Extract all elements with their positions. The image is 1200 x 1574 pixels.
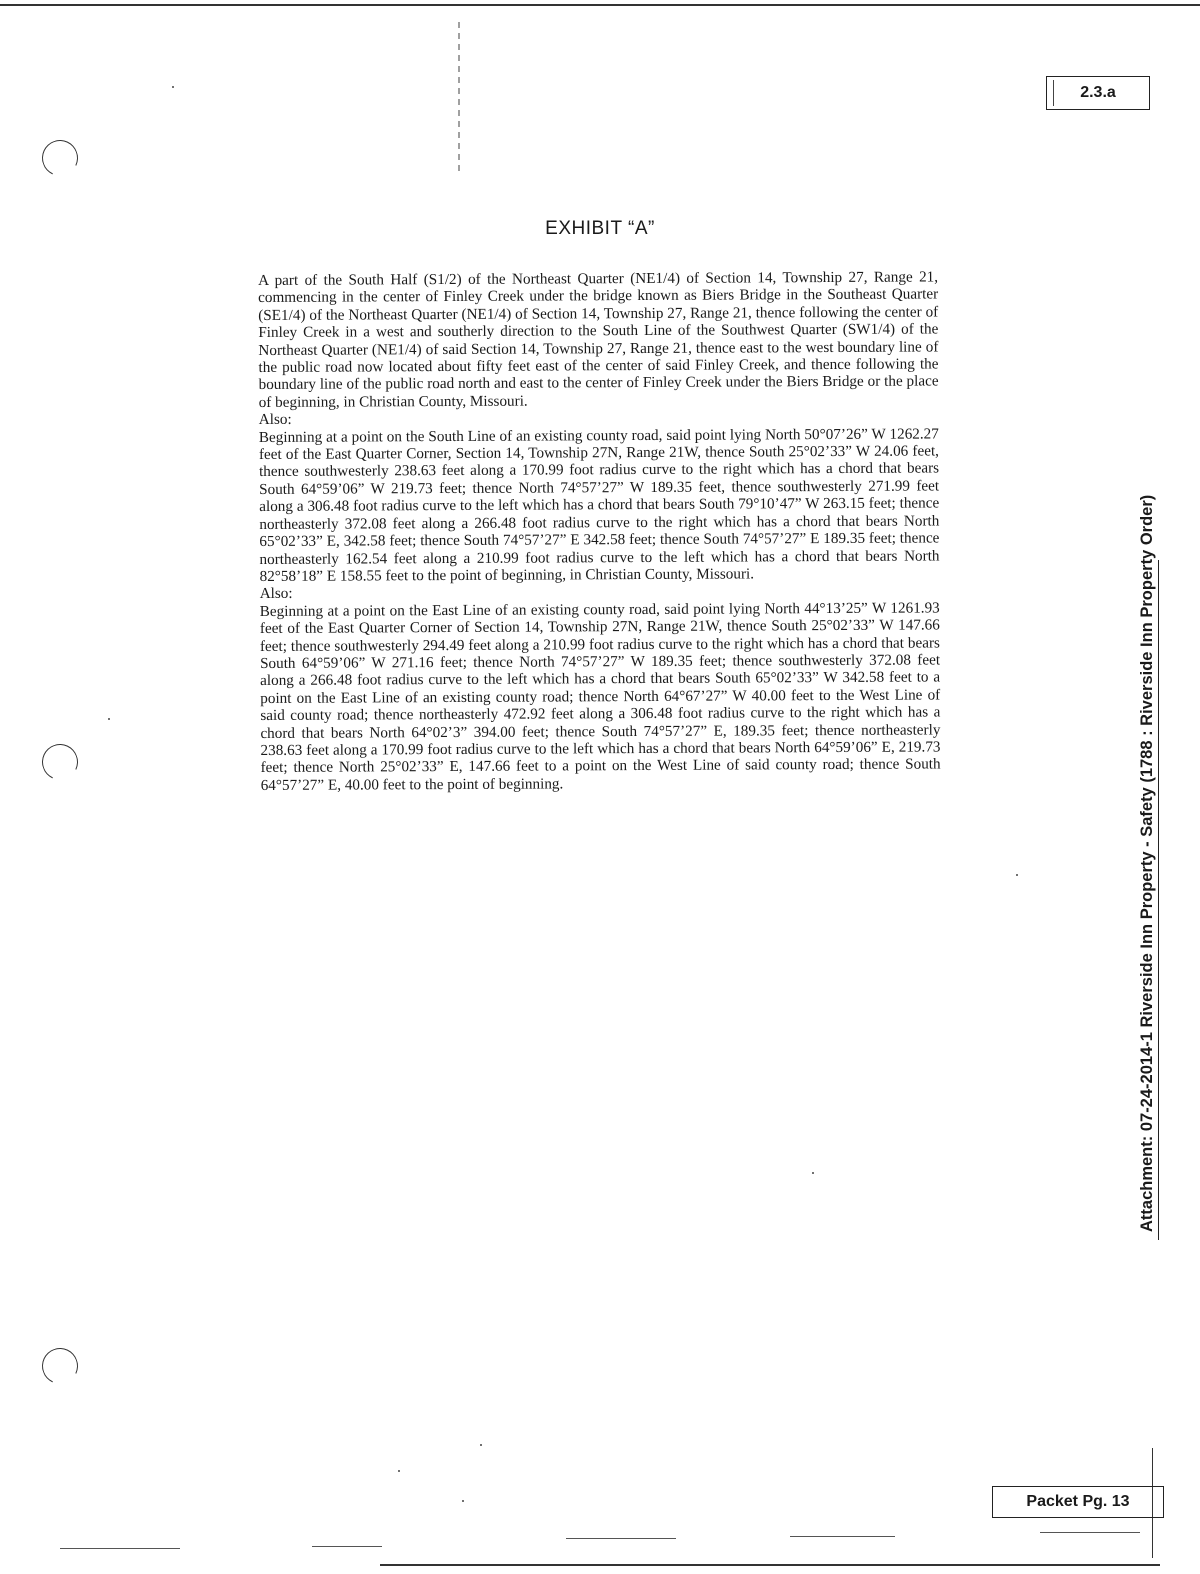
scan-speck [172,86,174,88]
scan-dash [1040,1532,1140,1533]
scan-dash [566,1538,676,1539]
bottom-edge-rule [380,1564,1160,1566]
scan-speck [1016,874,1018,876]
scan-speck [480,1444,482,1446]
legal-description [258,268,941,794]
scan-speck [398,1470,400,1472]
scan-dash [790,1536,895,1537]
punch-hole-top [37,135,83,181]
scan-gutter-mark [458,22,460,172]
scan-dash [312,1546,382,1547]
scan-speck [108,718,110,720]
attachment-label: Attachment: 07-24-2014-1 Riverside Inn Property - Safety (1788 : Riverside Inn Property Order) [1138,494,1156,1232]
legal-paragraph: Beginning at a point on the East Line of an existing county road, said point lying North 44°13’25” W 1261.93 feet of the East Quarter Corner of Section 14, Township 27N, Range 21W, thence South 25°02’33” W 147.66 feet; thence southwesterly 294.49 feet along a 210.99 foot radius curve to the right which has a chord that bears South 64°59’06” W 271.16 feet; thence North 74°57’27” W 189.35 feet; thence southwesterly 372.08 feet along a 266.48 foot radius curve to the left which has a chord that bears South 65°02’33” W 342.58 feet to a point on the East Line of an existing county road; thence North 64°67’27” W 40.00 feet to the West Line of said county road; thence northeasterly 472.92 feet along a 306.48 foot radius curve to the right which has a chord that bears North 64°02’3” 394.00 feet; thence South 74°57’27” E, 189.35 feet; thence northeasterly 238.63 feet along a 170.99 foot radius curve to the left which has a chord that bears North 64°59’06” E, 219.73 feet; thence North 25°02’33” E, 147.66 feet to a point on the West Line of said county road; thence South 64°57’27” E, 40.00 feet to the point of beginning. [259,599,941,794]
also-label: Also: [259,585,293,603]
scan-speck [812,1172,814,1174]
legal-paragraph: A part of the South Half (S1/2) of the Northeast Quarter (NE1/4) of Section 14, Township 27, Range 21, commencing in the center of Finley Creek under the bridge known as Biers Bridge in the Southeast Quarter (SE1/4) of the Northeast Quarter (NE1/4) of Section 14, Township 27, Range 21, thence following the center of Finley Creek in a west and southerly direction to the South Line of the Southwest Quarter (SW1/4) of the Northeast Quarter (NE1/4) of said Section 14, Township 27, Range 21, thence east to the west boundary line of the public road now located about fifty feet east of the center of said Finley Creek, and thence following the boundary line of the public road north and east to the center of Finley Creek under the Biers Bridge or the place of beginning, in Christian County, Missouri. [258,268,939,411]
sidebar-rule [1158,560,1159,1240]
packet-page-number: Packet Pg. 13 [1026,1493,1130,1510]
scan-speck [462,1500,464,1502]
exhibit-title: EXHIBIT “A” [545,218,655,239]
reference-number: 2.3.a [1080,84,1116,101]
reference-number-box [1046,76,1150,110]
scan-dash [60,1548,180,1549]
also-label: Also: [258,411,292,429]
top-edge-rule [0,4,1200,6]
packet-page-box [992,1486,1164,1518]
punch-hole-middle [37,739,83,785]
box-tick-mark [1053,80,1054,106]
punch-hole-bottom [37,1343,83,1389]
legal-paragraph: Beginning at a point on the South Line of an existing county road, said point lying North 50°07’26” W 1262.27 feet of the East Quarter Corner, Section 14, Township 27N, Range 21W, thence South 25°02’33” W 24.06 feet, thence southwesterly 238.63 feet along a 170.99 foot radius curve to the right which has a chord that bears South 64°59’06” W 219.73 feet; thence North 74°57’27” W 189.35 feet, thence southwesterly 271.99 feet along a 306.48 foot radius curve to the left which has a chord that bears South 79°10’47” W 263.15 feet; thence northeasterly 372.08 feet along a 266.48 foot radius curve to the right which has a chord that bears North 65°02’33” E, 342.58 feet; thence South 74°57’27” E 342.58 feet; thence South 74°57’27” E 189.35 feet; thence northeasterly 162.54 feet along a 210.99 foot radius curve to the left which has a chord that bears North 82°58’18” E 158.55 feet to the point of beginning, in Christian County, Missouri. [258,425,940,585]
